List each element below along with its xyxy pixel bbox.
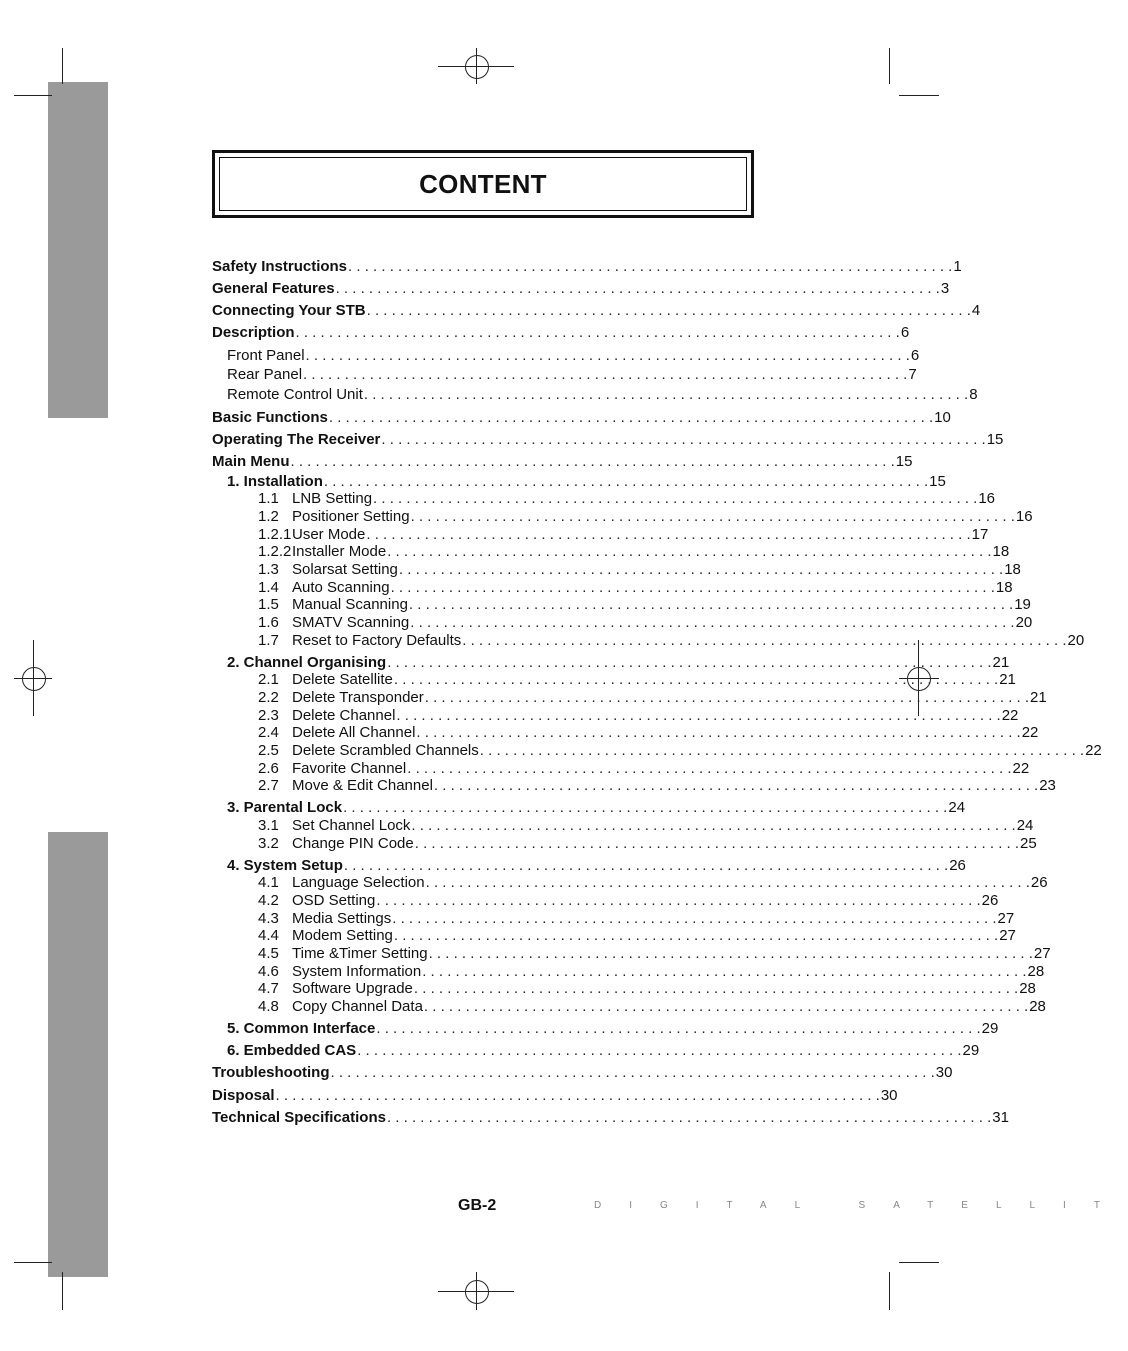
toc-entry-label: 2. Channel Organising [227,654,387,671]
toc-entry [212,927,1016,944]
toc-entry-number: 2.1 [258,671,279,688]
toc-entry-text [258,910,391,927]
toc-leader-dots [364,386,968,403]
toc-entry-label: Software Upgrade [292,980,413,997]
toc-leader-dots [411,508,1015,525]
toc-entry [212,409,951,426]
toc-entry-label: Favorite Channel [292,760,407,777]
toc-entry [212,980,1036,997]
toc-entry-label: Set Channel Lock [292,817,411,834]
toc-entry-text [258,945,428,962]
toc-entry [212,366,917,383]
toc-entry-text [258,490,372,507]
toc-entry [212,1020,999,1037]
toc-leader-dots [416,724,1020,741]
toc-entry-label: System Information [292,963,422,980]
toc-page-number: 3 [940,280,950,297]
toc-entry-text [258,892,375,909]
toc-entry-number: 1.2.1 [258,526,292,543]
toc-page-number: 4 [971,302,981,319]
toc-entry-number: 4.6 [258,963,279,980]
toc-page-number: 23 [1039,777,1056,794]
toc-entry-label: Remote Control Unit [227,386,363,403]
toc-entry-text [258,632,461,649]
toc-entry [212,632,1085,649]
toc-leader-dots [331,1064,935,1081]
toc-entry-number: 2.3 [258,707,279,724]
toc-page-number: 26 [981,892,999,909]
toc-entry-text [258,963,421,980]
toc-page-number: 18 [995,579,1013,596]
toc-entry-label: Delete Scrambled Channels [292,742,479,759]
toc-entry [212,760,1030,777]
toc-entry-label: Disposal [212,1087,275,1104]
toc-page-number: 16 [1015,508,1033,525]
toc-page-number: 1 [953,258,962,275]
toc-entry [212,347,920,364]
toc-page-number: 18 [1004,561,1021,578]
toc-entry [212,258,962,275]
crop-mark [889,48,890,84]
toc-leader-dots [376,1020,980,1037]
crop-mark [14,1262,52,1263]
toc-entry-text [258,671,393,688]
toc-entry-label: Rear Panel [227,366,303,383]
toc-entry-number: 1.7 [258,632,279,649]
toc-entry-text [258,596,408,613]
toc-page-number: 27 [1033,945,1051,962]
toc-page-number: 30 [935,1064,953,1081]
toc-leader-dots [336,280,940,297]
toc-entry-text [212,1087,275,1104]
toc-entry-label: Front Panel [227,347,305,364]
crop-mark [899,95,939,96]
toc-entry-text [258,561,398,578]
crop-mark [899,1262,939,1263]
toc-entry-label: Move & Edit Channel [292,777,433,794]
toc-leader-dots [344,857,948,874]
toc-leader-dots [306,347,910,364]
toc-entry-text [258,543,386,560]
toc-page-number: 21 [992,654,1010,671]
toc-entry [212,689,1047,706]
toc-entry-label: Main Menu [212,453,290,470]
toc-leader-dots [411,817,1015,834]
crop-mark [14,95,52,96]
toc-entry [212,386,978,403]
footer-brand: DIGITAL SATELLIT [594,1200,1128,1211]
toc-entry [212,874,1048,891]
toc-page-number: 31 [992,1109,1009,1126]
toc-page-number: 20 [1067,632,1085,649]
toc-entry [212,431,1004,448]
toc-entry-label: Basic Functions [212,409,328,426]
toc-entry-number: 1.2.2 [258,543,292,560]
toc-entry-label: Copy Channel Data [292,998,423,1015]
toc-entry [212,945,1051,962]
crop-mark [889,1272,890,1310]
toc-leader-dots [396,707,1000,724]
toc-entry [212,1064,953,1081]
toc-entry-number: 4.5 [258,945,279,962]
toc-entry [212,473,946,490]
toc-entry-label: 4. System Setup [227,857,343,874]
toc-entry-label: User Mode [292,526,366,543]
toc-entry-text [212,302,366,319]
toc-entry-text [258,835,414,852]
toc-entry [212,543,1010,560]
toc-entry-text [212,453,290,470]
toc-entry-number: 1.4 [258,579,279,596]
toc-entry-text [258,998,423,1015]
toc-page-number: 6 [910,347,920,364]
toc-entry-number: 4.3 [258,910,279,927]
toc-entry-number: 1.5 [258,596,279,613]
toc-entry-number: 1.2 [258,508,279,525]
title-box [212,150,754,218]
toc-entry-text [227,1042,356,1059]
toc-page-number: 22 [1012,760,1030,777]
toc-leader-dots [303,366,907,383]
toc-entry-number: 2.6 [258,760,279,777]
toc-entry [212,579,1013,596]
toc-entry [212,302,981,319]
toc-page-number: 22 [1021,724,1039,741]
toc-leader-dots [291,453,895,470]
toc-entry [212,324,910,341]
toc-page-number: 22 [1001,707,1019,724]
toc-entry-text [212,431,380,448]
toc-entry [212,490,996,507]
toc-page-number: 26 [1030,874,1048,891]
side-tab-bottom [48,832,108,1277]
toc-entry-label: 6. Embedded CAS [227,1042,357,1059]
toc-leader-dots [394,927,998,944]
toc-entry-text [258,707,395,724]
toc-leader-dots [407,760,1011,777]
toc-entry [212,742,1102,759]
toc-page-number: 27 [999,927,1016,944]
toc-leader-dots [376,892,980,909]
toc-page-number: 17 [971,526,989,543]
toc-leader-dots [348,258,952,275]
toc-entry-number: 2.7 [258,777,279,794]
toc-leader-dots [381,431,985,448]
toc-entry-label: 3. Parental Lock [227,799,343,816]
toc-entry-label: Language Selection [292,874,425,891]
toc-leader-dots [391,579,995,596]
toc-entry-number: 4.4 [258,927,279,944]
toc-leader-dots [296,324,900,341]
toc-entry-text [258,980,413,997]
toc-leader-dots [414,980,1018,997]
toc-entry [212,724,1039,741]
toc-entry [212,777,1056,794]
toc-entry-text [227,473,323,490]
toc-page-number: 22 [1085,742,1102,759]
toc-page-number: 19 [1014,596,1031,613]
toc-entry-text [258,579,390,596]
toc-page-number: 28 [1019,980,1036,997]
toc-entry-number: 2.2 [258,689,279,706]
toc-page-number: 18 [992,543,1010,560]
toc-entry-label: OSD Setting [292,892,376,909]
toc-entry-text [212,324,295,341]
toc-leader-dots [387,1109,991,1126]
toc-entry-text [227,1020,375,1037]
toc-page-number: 28 [1027,963,1045,980]
registration-mark-icon [465,55,489,79]
toc-page-number: 25 [1020,835,1037,852]
toc-entry-text [258,724,415,741]
toc-entry-label: 1. Installation [227,473,323,490]
toc-leader-dots [399,561,1003,578]
toc-entry-label: Safety Instructions [212,258,348,275]
toc-page-number: 24 [948,799,966,816]
toc-entry-text [258,526,365,543]
toc-entry-label: Installer Mode [292,543,387,560]
toc-entry-label: Operating The Receiver [212,431,381,448]
toc-leader-dots [424,998,1028,1015]
toc-entry-label: General Features [212,280,335,297]
toc-entry [212,857,966,874]
toc-entry-text [212,409,328,426]
toc-leader-dots [426,874,1030,891]
toc-entry [212,614,1033,631]
toc-entry-number: 3.2 [258,835,279,852]
toc-entry-text [212,1109,386,1126]
toc-leader-dots [415,835,1019,852]
toc-leader-dots [394,671,998,688]
toc-entry-text [227,347,305,364]
toc-entry-number: 4.1 [258,874,279,891]
toc-page-number: 28 [1029,998,1046,1015]
toc-entry-text [227,386,363,403]
toc-entry [212,596,1031,613]
toc-page-number: 30 [880,1087,898,1104]
toc-leader-dots [373,490,977,507]
toc-page-number: 15 [895,453,913,470]
toc-page-number: 24 [1016,817,1034,834]
toc-leader-dots [429,945,1033,962]
toc-leader-dots [410,614,1014,631]
toc-entry-label: Time &Timer Setting [292,945,428,962]
toc-entry-text [258,760,406,777]
toc-entry-text [227,366,302,383]
toc-page-number: 29 [962,1042,980,1059]
page-number: GB-2 [458,1197,497,1214]
toc-entry-number: 3.1 [258,817,279,834]
toc-entry-number: 1.3 [258,561,279,578]
toc-page-number: 27 [997,910,1015,927]
toc-page-number: 7 [908,366,917,383]
toc-entry-text [258,742,479,759]
toc-entry [212,892,999,909]
toc-entry-label: 5. Common Interface [227,1020,376,1037]
toc-entry [212,817,1034,834]
toc-entry-text [258,927,393,944]
toc-entry-text [258,777,433,794]
toc-entry-label: Reset to Factory Defaults [292,632,462,649]
toc-page-number: 8 [969,386,978,403]
toc-page-number: 16 [978,490,996,507]
toc-entry-label: Solarsat Setting [292,561,398,578]
toc-entry-text [212,280,335,297]
toc-entry-number: 4.2 [258,892,279,909]
toc-entry-label: Delete Satellite [292,671,393,688]
toc-entry-label: Positioner Setting [292,508,410,525]
side-tab-top [48,82,108,418]
toc-leader-dots [357,1042,961,1059]
toc-leader-dots [367,302,971,319]
toc-page-number: 10 [934,409,951,426]
page-title: CONTENT [419,168,547,199]
toc-entry-label: SMATV Scanning [292,614,410,631]
toc-leader-dots [392,910,996,927]
toc-leader-dots [434,777,1038,794]
toc-entry-number: 4.7 [258,980,279,997]
toc-entry-label: Connecting Your STB [212,302,366,319]
toc-page-number: 21 [999,671,1016,688]
toc-page-number: 15 [986,431,1004,448]
toc-entry [212,835,1037,852]
toc-entry-text [227,857,343,874]
toc-entry-label: Auto Scanning [292,579,390,596]
toc-entry-label: Delete Channel [292,707,396,724]
toc-leader-dots [462,632,1066,649]
toc-entry [212,508,1033,525]
toc-entry [212,707,1019,724]
registration-mark-icon [465,1280,489,1304]
toc-entry-text [258,817,410,834]
toc-entry-label: LNB Setting [292,490,373,507]
toc-entry-label: Change PIN Code [292,835,414,852]
toc-leader-dots [387,654,991,671]
toc-page-number: 6 [900,324,910,341]
toc-leader-dots [366,526,970,543]
toc-entry-number: 2.4 [258,724,279,741]
toc-leader-dots [422,963,1026,980]
toc-leader-dots [329,409,933,426]
toc-page-number: 26 [949,857,966,874]
toc-entry [212,1042,980,1059]
toc-entry-text [227,799,342,816]
toc-leader-dots [480,742,1084,759]
toc-entry-label: Troubleshooting [212,1064,330,1081]
toc-entry [212,561,1021,578]
toc-entry-text [212,258,347,275]
toc-leader-dots [425,689,1029,706]
toc-leader-dots [387,543,991,560]
registration-mark-icon [22,667,46,691]
toc-entry-label: Manual Scanning [292,596,408,613]
toc-entry [212,799,966,816]
toc-entry-text [212,1064,330,1081]
toc-entry [212,998,1046,1015]
title-box-inner [219,157,747,211]
toc-entry-number: 1.6 [258,614,279,631]
toc-entry [212,280,950,297]
toc-entry-label: Technical Specifications [212,1109,386,1126]
toc-entry-label: Modem Setting [292,927,393,944]
toc-entry-text [258,614,409,631]
toc-entry [212,453,913,470]
toc-page-number: 29 [981,1020,999,1037]
toc-entry-text [227,654,386,671]
toc-entry-text [258,689,424,706]
toc-leader-dots [409,596,1013,613]
toc-leader-dots [324,473,928,490]
toc-entry-label: Media Settings [292,910,392,927]
toc-entry-label: Delete Transponder [292,689,424,706]
toc-entry-number: 2.5 [258,742,279,759]
toc-entry [212,654,1010,671]
toc-entry-number: 4.8 [258,998,279,1015]
crop-mark [62,48,63,84]
toc-entry [212,1087,898,1104]
toc-entry-label: Delete All Channel [292,724,416,741]
toc-entry [212,963,1045,980]
toc-entry-label: Description [212,324,295,341]
toc-entry [212,671,1016,688]
toc-page-number: 20 [1015,614,1033,631]
crop-mark [62,1272,63,1310]
toc-page-number: 15 [929,473,946,490]
toc-entry-text [258,874,425,891]
toc-leader-dots [276,1087,880,1104]
toc-page-number: 21 [1030,689,1047,706]
toc-entry [212,910,1015,927]
toc-entry-text [258,508,410,525]
toc-entry [212,526,989,543]
toc-entry-number: 1.1 [258,490,279,507]
toc-leader-dots [343,799,947,816]
toc-entry [212,1109,1009,1126]
